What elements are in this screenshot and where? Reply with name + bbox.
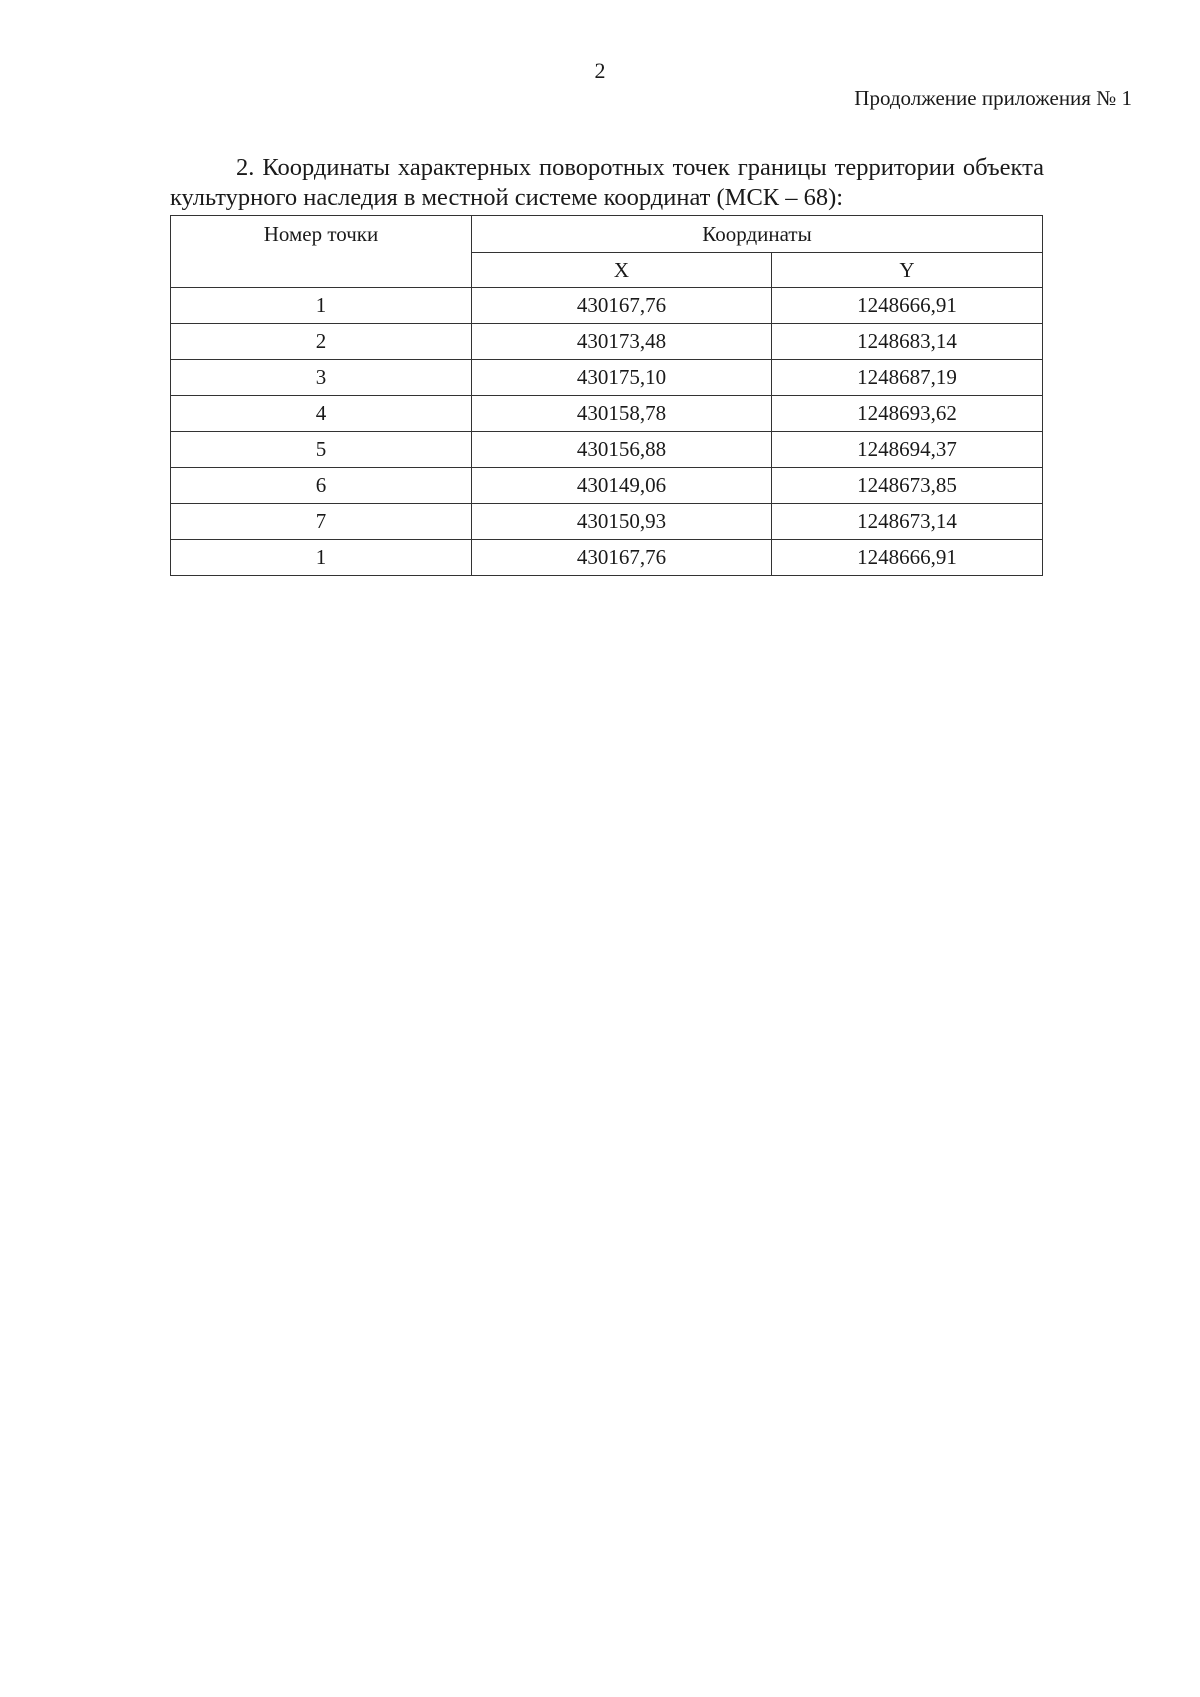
x-cell: 430150,93 [472,504,772,540]
header-coordinates: Координаты [472,216,1043,253]
x-cell: 430173,48 [472,324,772,360]
table-row [171,324,1043,360]
table-row [171,504,1043,540]
annex-note: Продолжение приложения № 1 [854,86,1132,110]
x-cell: 430149,06 [472,468,772,504]
table-row [171,360,1043,396]
y-cell: 1248693,62 [772,396,1043,432]
y-cell: 1248666,91 [772,540,1043,576]
point-cell: 6 [171,468,472,504]
y-cell: 1248666,91 [772,288,1043,324]
x-cell: 430167,76 [472,540,772,576]
page-number: 2 [594,58,606,83]
y-cell: 1248683,14 [772,324,1043,360]
point-cell: 1 [171,288,472,324]
x-cell: 430158,78 [472,396,772,432]
table-row [171,396,1043,432]
header-point-number: Номер точки [171,216,472,288]
y-cell: 1248687,19 [772,360,1043,396]
table-row [171,432,1043,468]
x-cell: 430175,10 [472,360,772,396]
y-cell: 1248673,85 [772,468,1043,504]
y-cell: 1248673,14 [772,504,1043,540]
coordinates-table [170,215,1043,576]
point-cell: 7 [171,504,472,540]
y-cell: 1248694,37 [772,432,1043,468]
header-y: Y [772,253,1043,288]
point-cell: 1 [171,540,472,576]
header-x: X [472,253,772,288]
x-cell: 430167,76 [472,288,772,324]
point-cell: 4 [171,396,472,432]
point-cell: 2 [171,324,472,360]
intro-paragraph: 2. Координаты характерных поворотных точек границы территории объекта культурного наследия в местной системе координат (МСК – 68): [170,153,1044,211]
table-row [171,540,1043,576]
point-cell: 5 [171,432,472,468]
x-cell: 430156,88 [472,432,772,468]
table-row [171,468,1043,504]
table-row [171,288,1043,324]
point-cell: 3 [171,360,472,396]
